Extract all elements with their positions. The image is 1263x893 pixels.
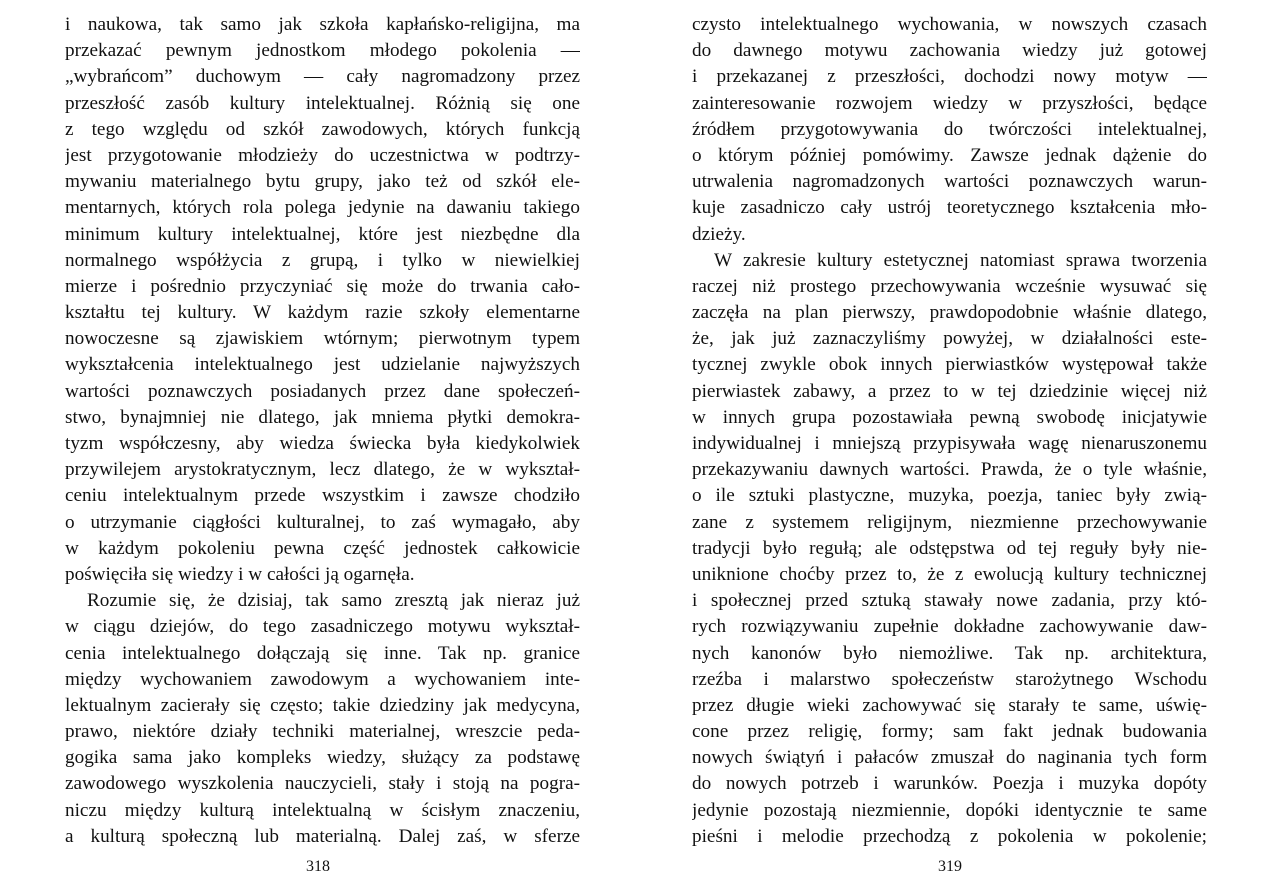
text-line: Rozumie się, że dzisiaj, tak samo zresztą jak nieraz już — [87, 590, 580, 612]
page-number-left: 318 — [306, 858, 330, 875]
text-line: o ile sztuki plastyczne, muzyka, poezja, taniec były zwią- — [692, 485, 1207, 507]
text-line: W zakresie kultury estetycznej natomiast sprawa tworzenia — [714, 249, 1207, 271]
text-line: cone przez religię, formy; sam fakt jednak budowania — [692, 721, 1207, 743]
text-line: o którym później pomówimy. Zawsze jednak dążenie do — [692, 144, 1207, 166]
text-line: zaczęła na plan pierwszy, prawdopodobnie właśnie dlatego, — [692, 302, 1207, 324]
text-line: o utrzymanie ciągłości kulturalnej, to zaś wymagało, aby — [65, 511, 580, 533]
text-line: przez długie wieki zachowywać się starały te same, uświę- — [692, 694, 1207, 716]
text-line: rzeźba i malarstwo społeczeństw starożytnego Wschodu — [692, 668, 1207, 690]
text-line: między wychowaniem zawodowym a wychowaniem inte- — [65, 668, 580, 690]
text-line: gogika sama jako kompleks wiedzy, służący za podstawę — [65, 747, 580, 769]
text-line: indywidualnej i mniejszą przypisywała wagę nienaruszonemu — [692, 433, 1207, 454]
text-line: rych rozwiązywaniu zupełnie dokładne zachowywanie daw- — [692, 616, 1207, 638]
text-line: nowych świątyń i pałaców zmuszał do naginania tych form — [692, 747, 1207, 769]
text-line: uniknione choćby przez to, że z ewolucją kultury technicznej — [692, 563, 1207, 585]
text-line: czysto intelektualnego wychowania, w nowszych czasach — [692, 14, 1207, 35]
text-line: przeszłość zasób kultury intelektualnej. Różnią się one — [65, 92, 580, 114]
text-line: poświęciła się wiedzy i w całości ją ogarnęła. — [65, 563, 415, 585]
text-line: i społecznej przed sztuką stawały nowe zadania, przy któ- — [692, 590, 1207, 612]
text-line: normalnego współżycia z grupą, i tylko w niewielkiej — [65, 249, 580, 271]
text-line: przekazywaniu dawnych wartości. Prawda, że o tyle właśnie, — [692, 459, 1207, 481]
text-line: kuje zasadniczo cały ustrój teoretycznego kształcenia mło- — [692, 197, 1207, 219]
text-line: utrwalenia nagromadzonych wartości poznawczych warun- — [692, 171, 1207, 193]
text-line: dzieży. — [692, 223, 746, 245]
text-line: prawo, niektóre działy techniki materialnej, wreszcie peda- — [65, 721, 580, 743]
left-page — [65, 12, 580, 850]
text-line: że, jak już zaznaczyliśmy powyżej, w działalności este- — [692, 328, 1207, 350]
text-line: tradycji było regułą; ale odstępstwa od tej reguły były nie- — [692, 537, 1207, 559]
text-line: zane z systemem religijnym, niezmienne przechowywanie — [692, 511, 1207, 533]
text-line: zawodowego wyszkolenia nauczycieli, stały i stoją na pogra- — [65, 773, 580, 795]
text-line: źródłem przygotowywania do twórczości intelektualnej, — [692, 118, 1207, 140]
text-line: w ciągu dziejów, do tego zasadniczego motywu wykształ- — [65, 616, 580, 638]
text-line: stwo, bynajmniej nie dlatego, jak mniema płytki demokra- — [65, 406, 580, 428]
text-line: „wybrańcom” duchowym — cały nagromadzony przez — [65, 66, 580, 88]
text-line: i naukowa, tak samo jak szkoła kapłańsko-religijna, ma — [65, 14, 580, 35]
text-line: mierze i pośrednio przyczyniać się może do trwania cało- — [65, 275, 580, 297]
text-line: przekazać pewnym jednostkom młodego pokolenia — — [65, 40, 580, 62]
text-line: a kulturą społeczną lub materialną. Dalej zaś, w sferze — [65, 825, 580, 847]
text-line: jedynie pozostają niezmiennie, dopóki identycznie te same — [692, 799, 1207, 821]
text-line: pierwiastek zabawy, a przez to w tej dziedzinie więcej niż — [692, 380, 1207, 402]
text-line: nych kanonów było niemożliwe. Tak np. architektura, — [692, 642, 1207, 664]
text-line: kształtu tej kultury. W każdym razie szkoły elementarne — [65, 302, 580, 324]
text-line: zainteresowanie rozwojem wiedzy w przyszłości, będące — [692, 92, 1207, 114]
text-line: w każdym pokoleniu pewna część jednostek całkowicie — [65, 537, 580, 559]
text-line: mentarnych, których rola polega jedynie na dawaniu takiego — [65, 197, 580, 219]
text-line: wartości poznawczych posiadanych przez dane społeczeń- — [65, 380, 580, 402]
text-line: jest przygotowanie młodzieży do uczestnictwa w podtrzy- — [65, 144, 580, 166]
text-line: minimum kultury intelektualnej, które jest niezbędne dla — [65, 223, 580, 245]
text-line: do nowych potrzeb i warunków. Poezja i muzyka dopóty — [692, 773, 1207, 795]
text-line: w innych grupa pozostawiała pewną swobodę inicjatywie — [692, 406, 1207, 428]
right-page — [692, 12, 1207, 850]
text-line: niczu między kulturą intelektualną w ścisłym znaczeniu, — [65, 799, 580, 821]
text-line: mywaniu materialnego bytu grupy, jako też od szkół ele- — [65, 171, 580, 193]
text-line: cenia intelektualnego dołączają się inne. Tak np. granice — [65, 642, 580, 664]
text-line: raczej niż prostego przechowywania wcześnie wysuwać się — [692, 275, 1207, 297]
text-line: z tego względu od szkół zawodowych, których funkcją — [65, 118, 580, 140]
text-line: ceniu intelektualnym przede wszystkim i zawsze chodziło — [65, 485, 580, 507]
text-line: tyzm współczesny, aby wiedza świecka była kiedykolwiek — [65, 433, 580, 454]
text-line: pieśni i melodie przechodzą z pokolenia w pokolenie; — [692, 825, 1207, 847]
page-number-right: 319 — [938, 858, 962, 875]
text-line: wykształcenia intelektualnego jest udzielanie najwyższych — [65, 354, 580, 376]
text-line: lektualnym zacierały się często; takie dziedziny jak medycyna, — [65, 694, 580, 716]
text-line: nowoczesne są zjawiskiem wtórnym; pierwotnym typem — [65, 328, 580, 350]
text-line: przywilejem arystokratycznym, lecz dlatego, że w wykształ- — [65, 459, 580, 481]
text-line: tycznej zwykle obok innych pierwiastków występował także — [692, 354, 1207, 376]
text-line: i przekazanej z przeszłości, dochodzi nowy motyw — — [692, 66, 1207, 88]
text-line: do dawnego motywu zachowania wiedzy już gotowej — [692, 40, 1207, 62]
